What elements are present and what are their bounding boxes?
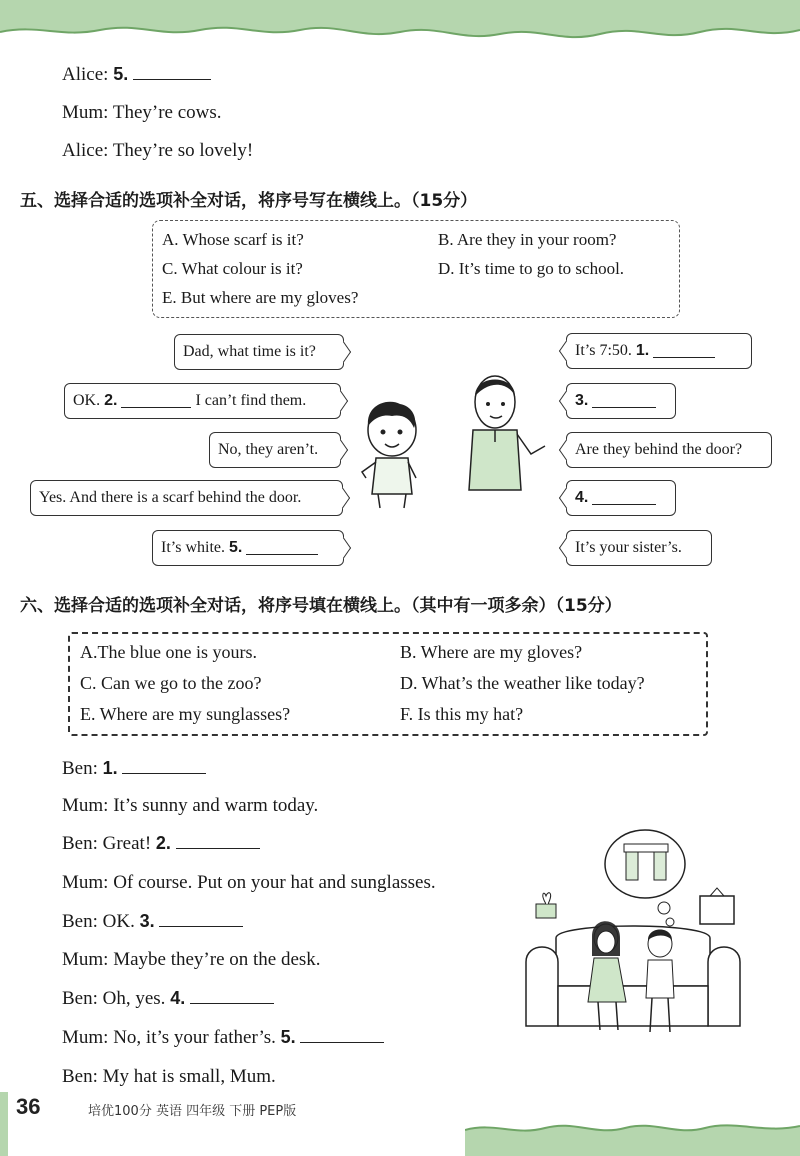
answer-blank[interactable] [592, 492, 656, 505]
speech-bubble: It’s white. 5. [152, 530, 344, 566]
dialogue-line: Ben: Oh, yes. 4. [62, 988, 274, 1010]
answer-blank[interactable] [122, 759, 206, 774]
option-b: B. Where are my gloves? [400, 642, 583, 662]
answer-blank[interactable] [176, 834, 260, 849]
option-a: A.The blue one is yours. [80, 642, 257, 662]
left-edge-stripe [0, 1092, 8, 1156]
speech-bubble: It’s your sister’s. [566, 530, 712, 566]
answer-blank[interactable] [246, 542, 318, 555]
page-number: 36 [16, 1094, 41, 1119]
dialogue-line: Ben: Great! 2. [62, 833, 260, 855]
option-b: B. Are they in your room? [438, 230, 617, 249]
top-wave-border [0, 0, 800, 52]
dad-illustration [455, 370, 550, 495]
speech-bubble: Are they behind the door? [566, 432, 772, 468]
speech-bubble: Dad, what time is it? [174, 334, 344, 370]
option-e: E. But where are my gloves? [162, 288, 359, 307]
bottom-wave-border [465, 1116, 800, 1156]
footer-text: 培优100分 英语 四年级 下册 PEP版 [88, 1104, 297, 1119]
dialogue-line: Mum: It’s sunny and warm today. [62, 795, 319, 816]
speech-bubble: 3. [566, 383, 676, 419]
dialogue-line: Ben: My hat is small, Mum. [62, 1066, 276, 1087]
speech-bubble: No, they aren’t. [209, 432, 341, 468]
section6-title: 六、选择合适的选项补全对话，将序号填在横线上。（其中有一项多余）（15分） [20, 596, 622, 616]
dialogue-line: Mum: Maybe they’re on the desk. [62, 949, 321, 970]
speech-bubble: Yes. And there is a scarf behind the door. [30, 480, 343, 516]
answer-blank[interactable] [653, 345, 715, 358]
dialogue-line: Mum: Of course. Put on your hat and sunglasses. [62, 872, 436, 893]
option-f: F. Is this my hat? [400, 704, 524, 724]
answer-blank[interactable] [159, 912, 243, 927]
answer-blank[interactable] [133, 65, 211, 80]
dialogue-line: Ben: OK. 3. [62, 911, 243, 933]
dialogue-line: Alice: 5. [62, 64, 211, 86]
option-c: C. Can we go to the zoo? [80, 673, 262, 693]
boy-illustration [352, 398, 432, 510]
answer-blank[interactable] [121, 395, 191, 408]
speech-bubble: It’s 7:50. 1. [566, 333, 752, 369]
answer-blank[interactable] [190, 989, 274, 1004]
answer-blank[interactable] [300, 1028, 384, 1043]
dialogue-line: Ben: 1. [62, 758, 206, 780]
option-a: A. Whose scarf is it? [162, 230, 304, 249]
option-c: C. What colour is it? [162, 259, 303, 278]
section5-title: 五、选择合适的选项补全对话，将序号写在横线上。（15分） [20, 191, 478, 211]
dialogue-line: Mum: They’re cows. [62, 102, 222, 123]
dialogue-line: Alice: They’re so lovely! [62, 140, 254, 161]
answer-blank[interactable] [592, 395, 656, 408]
option-d: D. What’s the weather like today? [400, 673, 645, 693]
speech-bubble: 4. [566, 480, 676, 516]
speech-bubble: OK. 2. I can’t find them. [64, 383, 341, 419]
option-d: D. It’s time to go to school. [438, 259, 625, 278]
dialogue-line: Mum: No, it’s your father’s. 5. [62, 1027, 384, 1049]
sofa-illustration [520, 826, 750, 1046]
option-e: E. Where are my sunglasses? [80, 704, 291, 724]
